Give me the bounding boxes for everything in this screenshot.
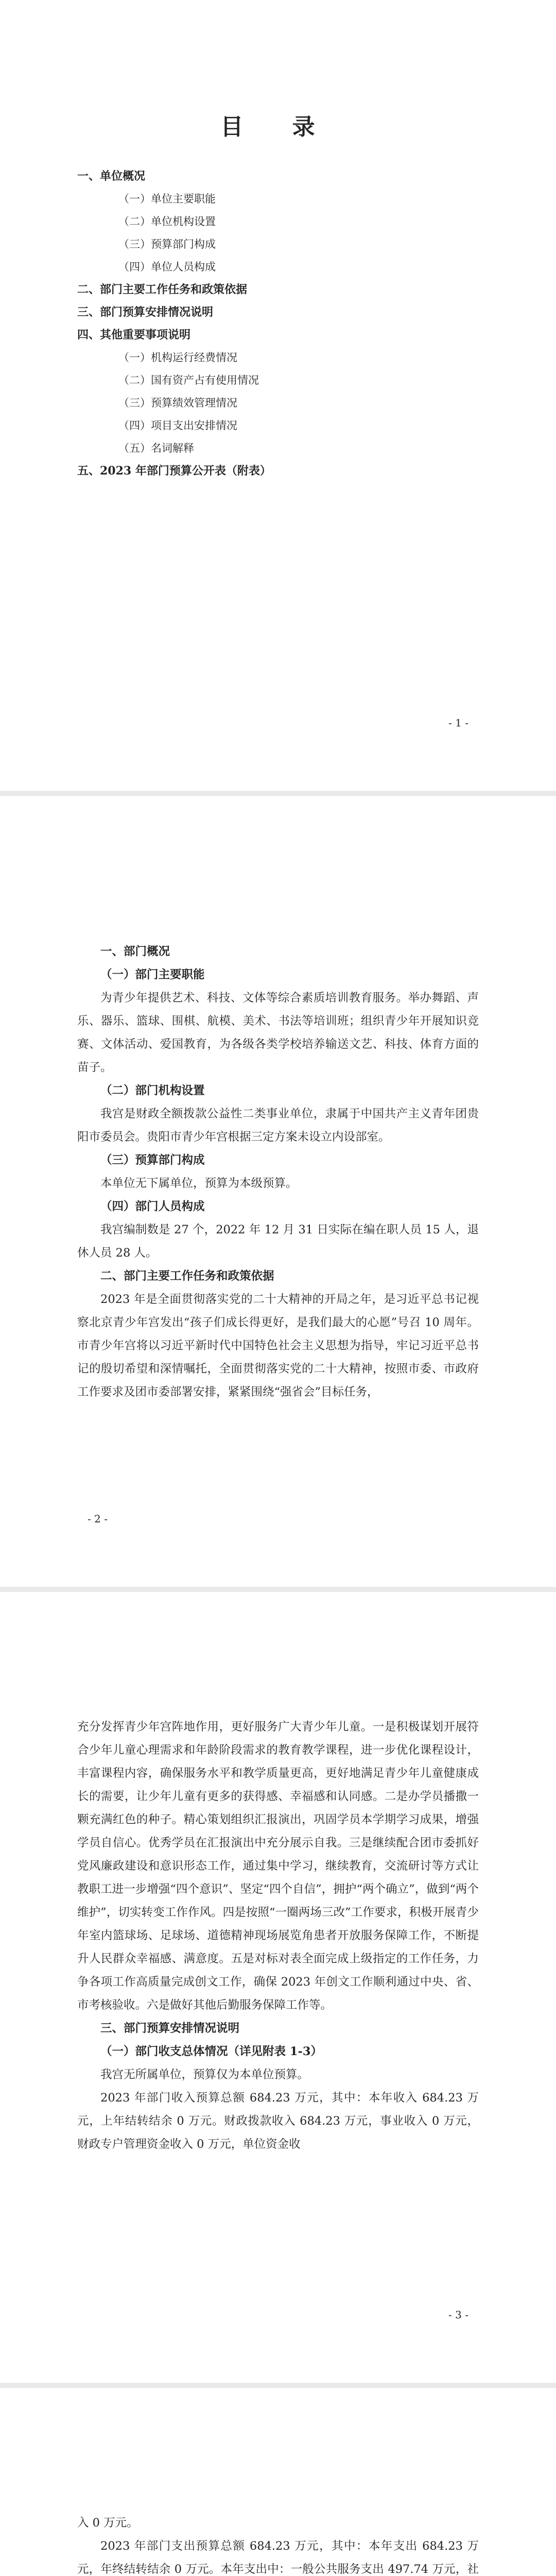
section-heading: 三、部门预算安排情况说明 [100,2022,240,2035]
toc-subsection-entry: （二）国有资产占有使用情况 [118,374,259,386]
page-1 [0,0,556,791]
toc-subsection-entry: （二）单位机构设置 [118,215,216,228]
toc-section-entry: 五、2023 年部门预算公开表（附表） [77,464,271,478]
section-heading: （四）部门人员构成 [100,1200,205,1213]
body-paragraph: 为青少年提供艺术、科技、文体等综合素质培训教育服务。举办舞蹈、声乐、器乐、篮球、围棋、航模、美术、书法等培训班；组织青少年开展知识竞赛、文体活动、爱国教育，为各级各类学校培养输送文艺、科技、体育方面的苗子。 [77,991,479,1074]
section-heading: （一）部门收支总体情况（详见附表 1-3） [100,2045,322,2058]
section-heading: 二、部门主要工作任务和政策依据 [100,1269,274,1283]
toc-section-entry: 二、部门主要工作任务和政策依据 [77,283,248,296]
body-paragraph: 我宫无所属单位，预算仅为本单位预算。 [100,2068,309,2081]
section-heading: 一、部门概况 [100,945,170,958]
body-paragraph: 2023 年部门支出预算总额 684.23 万元，其中：本年支出 684.23 万元，年终结转结余 0 万元。本年支出中：一般公共服务支出 497.74 万元，社 [77,2539,479,2576]
section-heading: （二）部门机构设置 [100,1084,205,1097]
section-heading: （三）预算部门构成 [100,1154,205,1167]
toc-subsection-entry: （四）单位人员构成 [118,261,216,273]
page-title: 目 录 [220,114,336,140]
body-paragraph: 我宫编制数是 27 个，2022 年 12 月 31 日实际在编在职人员 15 人，退休人员 28 人。 [77,1223,479,1260]
toc-section-entry: 三、部门预算安排情况说明 [77,306,214,319]
page-number: - 3 - [448,2309,468,2321]
body-paragraph: 2023 年是全面贯彻落实党的二十大精神的开局之年，是习近平总书记视察北京青少年宫发出“孩子们成长得更好，是我们最大的心愿”号召 10 周年。市青少年宫将以习近平新时代中国特色社会主义思想为指导，牢记习近平总书记的殷切希望和深情嘱托，全面贯彻落实党的二十大精神，按照市委、市政府工作要求及团市委部署安排，紧紧围绕“强省会”目标任务， [77,1293,479,1399]
page-3 [0,1592,556,2383]
toc-subsection-entry: （三）预算部门构成 [118,238,216,250]
toc-section-entry: 四、其他重要事项说明 [77,328,191,342]
page-number: - 1 - [448,717,468,729]
toc-subsection-entry: （一）单位主要职能 [118,193,216,205]
body-paragraph: 我宫是财政全额拨款公益性二类事业单位，隶属于中国共产主义青年团贵阳市委员会。贵阳市青少年宫根据三定方案未设立内设部室。 [77,1107,479,1144]
section-heading: （一）部门主要职能 [100,968,205,981]
page-4 [0,2388,556,2576]
toc-subsection-entry: （三）预算绩效管理情况 [118,397,237,409]
toc-subsection-entry: （五）名词解释 [118,442,194,454]
table-of-contents [77,165,489,482]
toc-section-entry: 一、单位概况 [77,170,146,183]
toc-subsection-entry: （四）项目支出安排情况 [118,419,237,432]
page-2-body [77,940,479,1404]
body-paragraph: 本单位无下属单位，预算为本级预算。 [100,1177,298,1190]
page-2 [0,796,556,1587]
page-4-body [77,2512,479,2576]
page-3-body [77,1716,479,2156]
toc-subsection-entry: （一）机构运行经费情况 [118,351,237,364]
body-paragraph: 充分发挥青少年宫阵地作用，更好服务广大青少年儿童。一是积极谋划开展符合少年儿童心理需求和年龄阶段需求的教育教学课程，进一步优化课程设计，丰富课程内容，确保服务水平和教学质量更高，更好地满足青少年儿童健康成长的需要，让少年儿童有更多的获得感、幸福感和认同感。二是办学员播撒一颗充满红色的种子。精心策划组织汇报演出，巩固学员本学期学习成果，增强学员自信心。优秀学员在汇报演出中充分展示自我。三是继续配合团市委抓好党风廉政建设和意识形态工作，通过集中学习，继续教育，交流研讨等方式让教职工进一步增强“四个意识”、坚定“四个自信”，拥护“两个确立”，做到“两个维护”，切实转变工作作风。四是按照“一圈两场三改”工作要求，积极开展青少年室内篮球场、足球场、道德精神现场展览角患者开放服务保障工作，不断提升人民群众幸福感、满意度。五是对标对表全面完成上级指定的工作任务，力争各项工作高质量完成创文工作，确保 2023 年创文工作顺利通过中央、省、市考核验收。六是做好其他后勤服务保障工作等。 [77,1720,479,2012]
body-paragraph: 入 0 万元。 [77,2516,138,2530]
page-number: - 2 - [88,1513,108,1525]
body-paragraph: 2023 年部门收入预算总额 684.23 万元，其中：本年收入 684.23 万元，上年结转结余 0 万元。财政拨款收入 684.23 万元，事业收入 0 万元，财政专户管理资金收入 0 万元，单位资金收 [77,2091,479,2151]
